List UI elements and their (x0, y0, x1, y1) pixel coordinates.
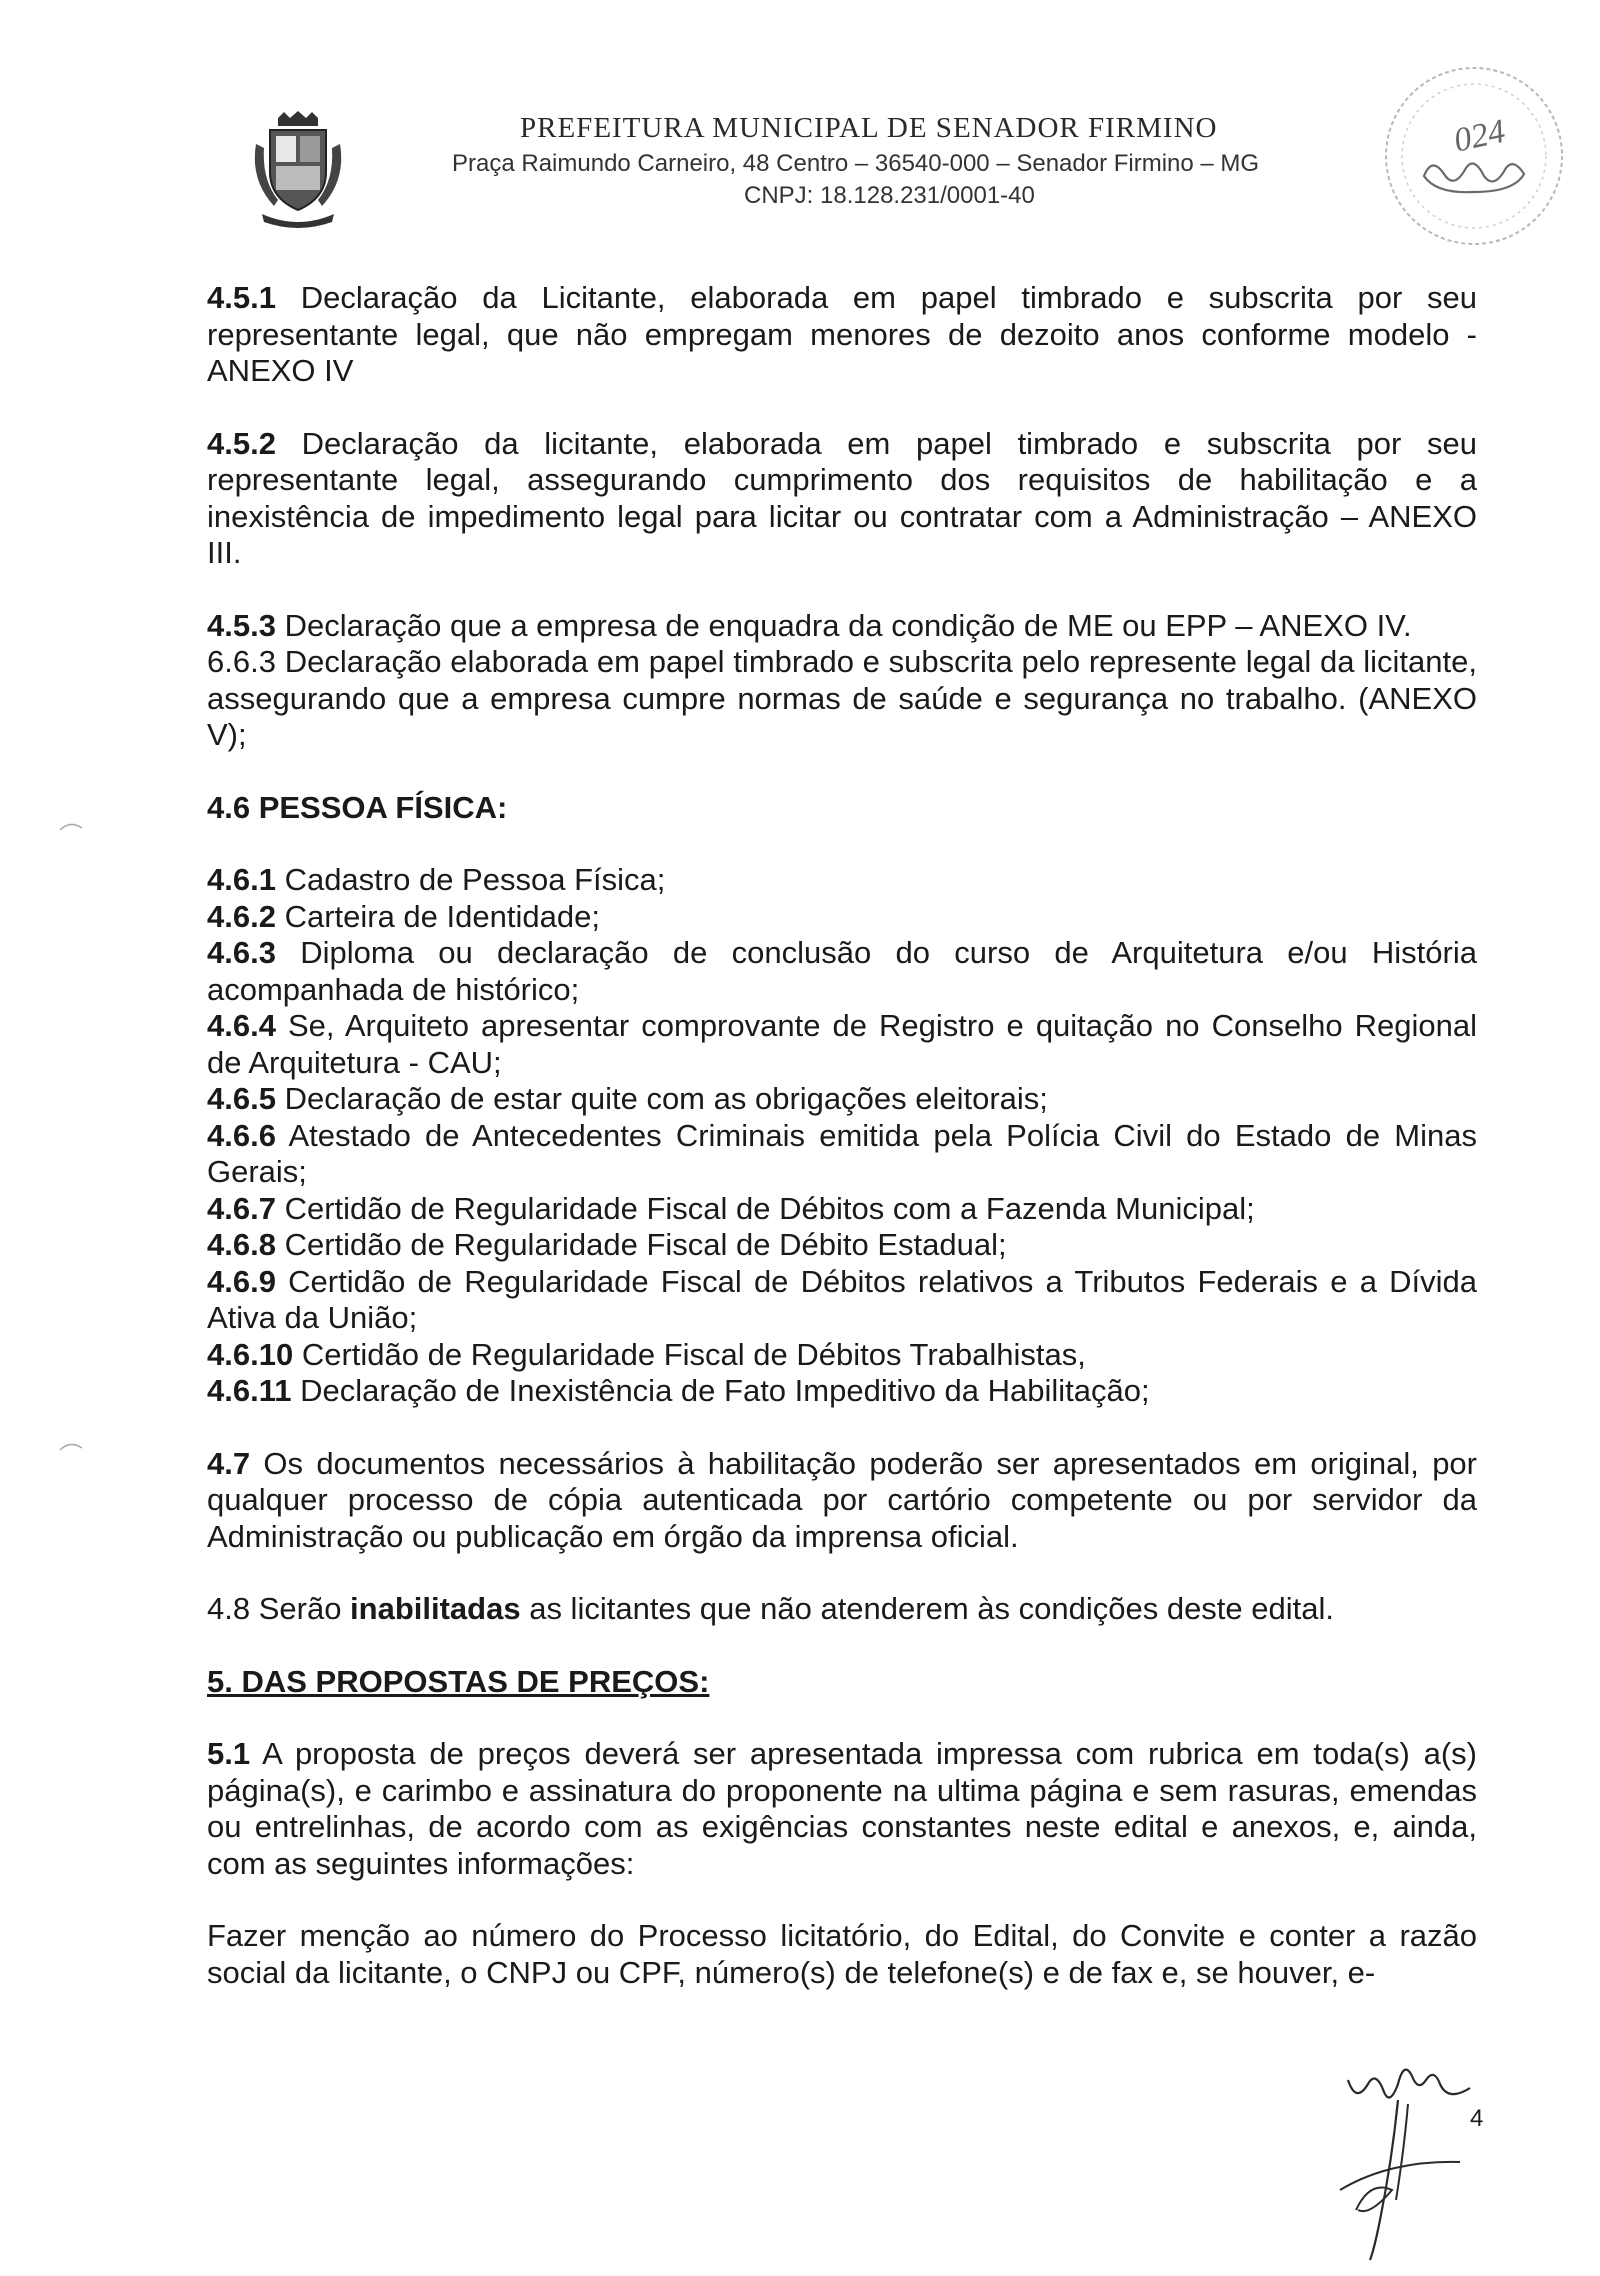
list-item-text: Certidão de Regularidade Fiscal de Débitos Trabalhistas, (293, 1336, 1086, 1372)
list-item-number: 4.6.5 (207, 1081, 276, 1116)
list-item (207, 1191, 1477, 1228)
seal-initials (1424, 164, 1524, 193)
organization-name: PREFEITURA MUNICIPAL DE SENADOR FIRMINO (520, 112, 1218, 144)
clause-4-5-1: 4.5.1 Declaração da Licitante, elaborada em papel timbrado e subscrita por seu representante legal, que não empregam menores de dezoito anos conforme modelo - ANEXO IV (207, 280, 1477, 388)
section-heading-4-6: 4.6 PESSOA FÍSICA: (207, 789, 508, 825)
list-item-number: 4.6.1 (207, 862, 276, 897)
section-heading-5: 5. DAS PROPOSTAS DE PREÇOS: (207, 1663, 710, 1699)
organization-address: Praça Raimundo Carneiro, 48 Centro – 36540-000 – Senador Firmino – MG (452, 150, 1260, 177)
clause-5-1: 5.1 A proposta de preços deverá ser apresentada impressa com rubrica em toda(s) a(s) página(s), e carimbo e assinatura do proponente na ultima página e sem rasuras, emendas ou entrelinhas, de acordo com as exigências constantes neste edital e anexos, e, ainda, com as seguintes informações: (207, 1736, 1477, 1881)
clause-5-2: Fazer menção ao número do Processo licitatório, do Edital, do Convite e conter a razão social da licitante, o CNPJ ou CPF, número(s) de telefone(s) e de fax e, se houver, e- (207, 1918, 1477, 1990)
list-item-number: 4.6.10 (207, 1336, 294, 1372)
list-item (207, 1081, 1477, 1118)
municipal-crest-icon (248, 110, 348, 230)
list-item-number: 4.6.3 (207, 935, 276, 970)
list-item (207, 1008, 1477, 1081)
margin-mark (58, 1440, 84, 1452)
list-item-text: Atestado de Antecedentes Criminais emitida pela Polícia Civil do Estado de Minas Gerais; (207, 1117, 1477, 1189)
list-item-number: 4.6.4 (207, 1008, 276, 1043)
organization-cnpj: CNPJ: 18.128.231/0001-40 (744, 182, 1035, 209)
list-item (207, 1373, 1477, 1410)
list-item-number: 4.6.7 (207, 1190, 276, 1226)
page-number-seal (1374, 56, 1574, 256)
list-item-text: Cadastro de Pessoa Física; (275, 862, 666, 897)
clause-6-6-3: 6.6.3 Declaração elaborada em papel timbrado e subscrita pelo represente legal da licitante, assegurando que a empresa cumpre normas de saúde e segurança no trabalho. (ANEXO V); (207, 644, 1477, 752)
list-item-number: 4.6.8 (207, 1227, 276, 1262)
clause-4-5-3: 4.5.3 Declaração que a empresa de enquadra da condição de ME ou EPP – ANEXO IV. (207, 607, 1412, 643)
clause-4-7: 4.7 Os documentos necessários à habilitação poderão ser apresentados em original, por qualquer processo de cópia autenticada por cartório competente ou por servidor da Administração ou publicação em órgão da imprensa oficial. (207, 1445, 1477, 1554)
list-item-number: 4.6.6 (207, 1117, 276, 1153)
list-item (207, 1227, 1477, 1264)
seal-number: 024 (1450, 112, 1509, 160)
list-item-text: Carteira de Identidade; (275, 898, 600, 934)
page-number: 4 (1470, 2105, 1484, 2132)
list-item-text: Diploma ou declaração de conclusão do curso de Arquitetura e/ou História acompanhada de histórico; (207, 935, 1477, 1007)
list-item-number: 4.6.11 (207, 1373, 292, 1408)
list-item-text: Certidão de Regularidade Fiscal de Débito Estadual; (275, 1227, 1007, 1262)
list-item-number: 4.6.2 (207, 898, 276, 934)
list-item (207, 899, 1477, 936)
list-item-text: Declaração de estar quite com as obrigações eleitorais; (275, 1081, 1048, 1116)
document-list (207, 862, 1477, 1410)
list-item (207, 935, 1477, 1008)
letterhead (0, 0, 1600, 240)
list-item (207, 1337, 1477, 1374)
margin-mark (58, 820, 84, 832)
list-item (207, 1264, 1477, 1337)
list-item-text: Declaração de Inexistência de Fato Impeditivo da Habilitação; (291, 1373, 1150, 1408)
clause-4-8: 4.8 Serão inabilitadas as licitantes que não atenderem às condições deste edital. (207, 1591, 1334, 1626)
list-item-text: Certidão de Regularidade Fiscal de Débitos relativos a Tributos Federais e a Dívida Ativa da União; (207, 1263, 1477, 1335)
list-item-number: 4.6.9 (207, 1263, 276, 1299)
list-item-text: Certidão de Regularidade Fiscal de Débitos com a Fazenda Municipal; (275, 1190, 1255, 1226)
signature (1300, 2040, 1500, 2270)
list-item (207, 1118, 1477, 1191)
list-item-text: Se, Arquiteto apresentar comprovante de Registro e quitação no Conselho Regional de Arquitetura - CAU; (207, 1008, 1477, 1080)
clause-4-5-2: 4.5.2 Declaração da licitante, elaborada em papel timbrado e subscrita por seu representante legal, assegurando cumprimento dos requisitos de habilitação e a inexistência de impedimento legal para licitar ou contratar com a Administração – ANEXO III. (207, 425, 1477, 570)
list-item (207, 862, 1477, 899)
document-body (207, 280, 1477, 1991)
